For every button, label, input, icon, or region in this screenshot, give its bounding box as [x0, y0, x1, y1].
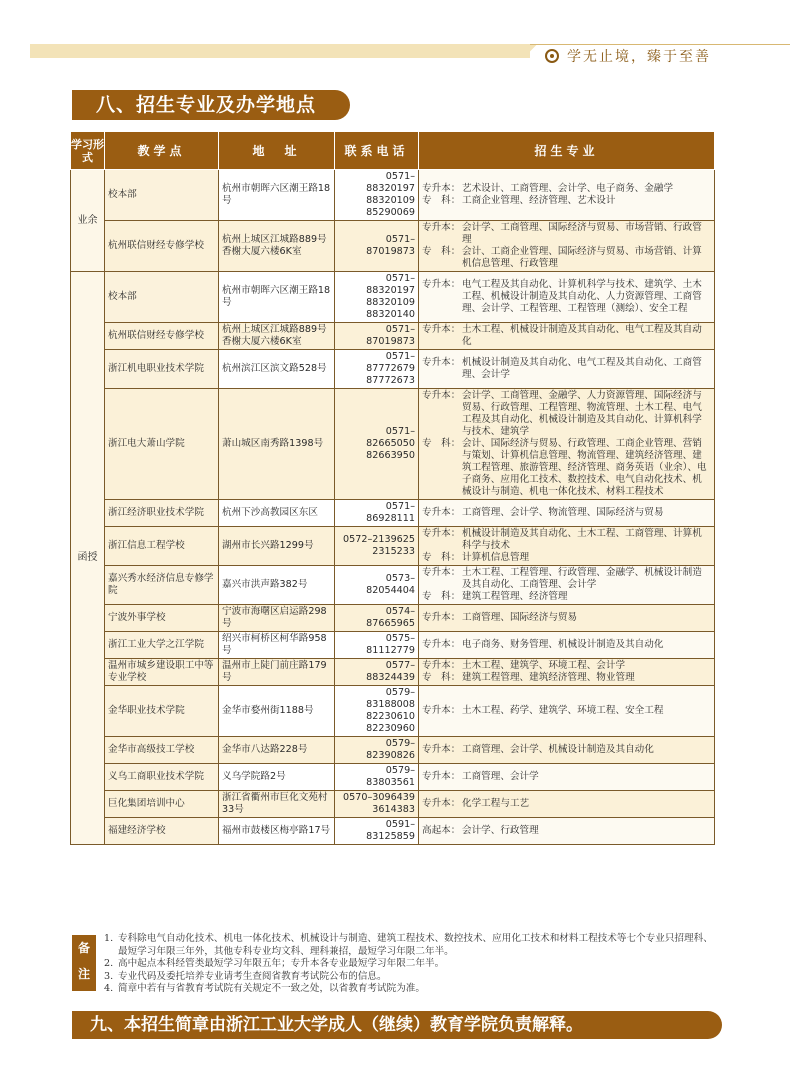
majors-cell	[419, 737, 715, 764]
target-icon	[545, 49, 559, 63]
header-line	[530, 44, 790, 45]
phone-cell: 0575–81112779	[335, 632, 419, 659]
major-line	[422, 357, 711, 381]
address-cell: 杭州市朝晖六区潮王路18号	[219, 170, 335, 221]
major-level-label: 专 科：	[422, 195, 461, 206]
phone-cell: 0573–82054404	[335, 566, 419, 605]
address-cell: 福州市鼓楼区梅亭路17号	[219, 818, 335, 845]
major-level-label: 专 科：	[422, 438, 461, 449]
address-cell: 杭州上城区江城路889号香榭大厦六楼6K室	[219, 323, 335, 350]
majors-cell	[419, 818, 715, 845]
major-line	[422, 222, 711, 246]
note-item	[104, 958, 716, 971]
table-row	[71, 170, 715, 221]
notes-section	[70, 931, 714, 1001]
major-list: 机械设计制造及其自动化、土木工程、工商管理、计算机科学与技术	[462, 528, 702, 551]
table-row	[71, 527, 715, 566]
note-number: 2.	[104, 958, 114, 969]
major-level-label: 专升本：	[422, 771, 461, 782]
major-level-label: 专升本：	[422, 567, 461, 578]
teaching-site-cell: 校本部	[105, 170, 219, 221]
major-level-label: 专升本：	[422, 744, 461, 755]
table-row	[71, 605, 715, 632]
note-item	[104, 983, 716, 996]
table-row	[71, 389, 715, 500]
major-line	[422, 771, 711, 783]
address-cell: 杭州下沙高教园区东区	[219, 500, 335, 527]
major-line	[422, 660, 711, 672]
note-text: 简章中若有与省教育考试院有关规定不一致之处，以省教育考试院为准。	[118, 983, 425, 994]
table-row	[71, 791, 715, 818]
major-list: 土木工程、工程管理、行政管理、金融学、机械设计制造及其自动化、工商管理、会计学	[462, 567, 702, 590]
major-list: 会计、工商企业管理、国际经济与贸易、市场营销、计算机信息管理、行政管理	[462, 246, 702, 269]
major-list: 会计、国际经济与贸易、行政管理、工商企业管理、营销与策划、计算机信息管理、物流管理、建筑经济管理、建筑工程管理、旅游管理、经济管理、商务英语（业余）、电子商务、应用化工技术、数控技术、电气自动化技术、机械设计与制造、机电一体化技术、材料工程技术	[462, 438, 707, 497]
major-line	[422, 798, 711, 810]
major-level-label: 专升本：	[422, 705, 461, 716]
majors-cell	[419, 221, 715, 272]
major-list: 工商管理、会计学、机械设计制造及其自动化	[462, 744, 654, 755]
enrollment-table	[70, 131, 715, 845]
header-majors: 招生专业	[419, 132, 715, 170]
header-stripe	[30, 44, 530, 58]
major-list: 工商管理、会计学、物流管理、国际经济与贸易	[462, 507, 664, 518]
major-list: 电气工程及其自动化、计算机科学与技术、建筑学、土木工程、机械设计制造及其自动化、人力资源管理、工商管理、会计学、工程管理、工程管理（测绘）、安全工程	[462, 279, 702, 314]
majors-cell	[419, 350, 715, 389]
page-top	[0, 0, 790, 40]
majors-cell	[419, 500, 715, 527]
table-row	[71, 737, 715, 764]
section-nine-title: 九、本招生简章由浙江工业大学成人（继续）教育学院负责解释。	[72, 1011, 722, 1039]
address-cell: 温州市上陡门前庄路179号	[219, 659, 335, 686]
header-phone: 联系电话	[335, 132, 419, 170]
phone-cell: 0577–88324439	[335, 659, 419, 686]
major-line	[422, 705, 711, 717]
major-line	[422, 825, 711, 837]
address-cell: 嘉兴市洪声路382号	[219, 566, 335, 605]
note-text: 高中起点本科经管类最短学习年限五年；专升本各专业最短学习年限二年半。	[118, 958, 445, 969]
majors-cell	[419, 605, 715, 632]
teaching-site-cell: 浙江机电职业技术学院	[105, 350, 219, 389]
teaching-site-cell: 杭州联信财经专修学校	[105, 323, 219, 350]
majors-cell	[419, 272, 715, 323]
notes-badge-char: 注	[77, 967, 90, 981]
header-study-form: 学习形式	[71, 132, 105, 170]
major-level-label: 专升本：	[422, 390, 461, 401]
phone-cell: 0571–88320197 88320109 85290069	[335, 170, 419, 221]
address-cell: 宁波市海曙区启运路298号	[219, 605, 335, 632]
table-row	[71, 350, 715, 389]
teaching-site-cell: 金华市高级技工学校	[105, 737, 219, 764]
table-row	[71, 221, 715, 272]
teaching-site-cell: 巨化集团培训中心	[105, 791, 219, 818]
major-level-label: 专升本：	[422, 798, 461, 809]
majors-cell	[419, 323, 715, 350]
teaching-site-cell: 浙江经济职业技术学院	[105, 500, 219, 527]
notes-badge-char: 备	[77, 941, 90, 955]
header-teaching-site: 教学点	[105, 132, 219, 170]
header-address: 地 址	[219, 132, 335, 170]
major-list: 土木工程、建筑学、环境工程、会计学	[462, 660, 626, 671]
address-cell: 金华市八达路228号	[219, 737, 335, 764]
phone-cell: 0579–82390826	[335, 737, 419, 764]
major-list: 会计学、行政管理	[462, 825, 539, 836]
notes-badge	[72, 935, 96, 991]
major-level-label: 专升本：	[422, 612, 461, 623]
major-level-label: 专升本：	[422, 324, 461, 335]
majors-cell	[419, 791, 715, 818]
phone-cell: 0572–2139625 2315233	[335, 527, 419, 566]
majors-cell	[419, 170, 715, 221]
major-level-label: 专升本：	[422, 357, 461, 368]
major-list: 电子商务、财务管理、机械设计制造及其自动化	[462, 639, 664, 650]
major-list: 计算机信息管理	[462, 552, 530, 563]
majors-cell	[419, 764, 715, 791]
study-form-cell: 函授	[71, 272, 105, 845]
table-row	[71, 272, 715, 323]
major-line	[422, 639, 711, 651]
phone-cell: 0571–87019873	[335, 221, 419, 272]
major-level-label: 专升本：	[422, 507, 461, 518]
major-line	[422, 390, 711, 438]
major-level-label: 专 科：	[422, 591, 461, 602]
majors-cell	[419, 527, 715, 566]
major-level-label: 专升本：	[422, 183, 461, 194]
majors-cell	[419, 389, 715, 500]
major-level-label: 专升本：	[422, 639, 461, 650]
major-level-label: 专 科：	[422, 246, 461, 257]
phone-cell: 0579–83188008 82230610 82230960	[335, 686, 419, 737]
major-list: 会计学、工商管理、金融学、人力资源管理、国际经济与贸易、行政管理、工程管理、物流管理、土木工程、电气工程及其自动化、机械设计制造及其自动化、计算机科学与技术、建筑学	[462, 390, 702, 437]
major-list: 机械设计制造及其自动化、电气工程及其自动化、工商管理、会计学	[462, 357, 702, 380]
major-line	[422, 279, 711, 315]
major-list: 建筑工程管理、经济管理	[462, 591, 568, 602]
notes-list	[104, 933, 716, 996]
address-cell: 义乌学院路2号	[219, 764, 335, 791]
table-row	[71, 764, 715, 791]
note-number: 1.	[104, 933, 114, 944]
table-row	[71, 686, 715, 737]
address-cell: 绍兴市柯桥区柯华路958号	[219, 632, 335, 659]
address-cell: 萧山城区南秀路1398号	[219, 389, 335, 500]
major-line	[422, 246, 711, 270]
major-list: 化学工程与工艺	[462, 798, 530, 809]
section-eight-title: 八、招生专业及办学地点	[72, 90, 350, 120]
teaching-site-cell: 浙江信息工程学校	[105, 527, 219, 566]
note-text: 专科除电气自动化技术、机电一体化技术、机械设计与制造、建筑工程技术、数控技术、应用化工技术和材料工程技术等七个专业只招理科、最短学习年限三年外，其他专科专业均文科、理科兼招，最短学习年限二年半。	[118, 933, 713, 957]
table-row	[71, 566, 715, 605]
major-line	[422, 438, 711, 498]
major-level-label: 专升本：	[422, 222, 461, 233]
teaching-site-cell: 温州市城乡建设职工中等专业学校	[105, 659, 219, 686]
phone-cell: 0571–87772679 87772673	[335, 350, 419, 389]
majors-cell	[419, 566, 715, 605]
study-form-cell: 业余	[71, 170, 105, 272]
major-list: 工商管理、国际经济与贸易	[462, 612, 578, 623]
teaching-site-cell: 浙江电大萧山学院	[105, 389, 219, 500]
phone-cell: 0574–87665965	[335, 605, 419, 632]
teaching-site-cell: 浙江工业大学之江学院	[105, 632, 219, 659]
teaching-site-cell: 杭州联信财经专修学校	[105, 221, 219, 272]
note-item	[104, 933, 716, 958]
table-row	[71, 659, 715, 686]
table-row	[71, 818, 715, 845]
major-line	[422, 195, 711, 207]
phone-cell: 0571–82665050 82663950	[335, 389, 419, 500]
phone-cell: 0570–3096439 3614383	[335, 791, 419, 818]
major-line	[422, 591, 711, 603]
major-line	[422, 744, 711, 756]
teaching-site-cell: 校本部	[105, 272, 219, 323]
address-cell: 杭州市朝晖六区潮王路18号	[219, 272, 335, 323]
major-level-label: 专 科：	[422, 552, 461, 563]
teaching-site-cell: 义乌工商职业技术学院	[105, 764, 219, 791]
table-row	[71, 632, 715, 659]
table-header-row	[71, 132, 715, 170]
teaching-site-cell: 金华职业技术学院	[105, 686, 219, 737]
major-level-label: 专升本：	[422, 279, 461, 290]
phone-cell: 0579–83803561	[335, 764, 419, 791]
major-level-label: 专升本：	[422, 660, 461, 671]
majors-cell	[419, 686, 715, 737]
address-cell: 金华市婺州街1188号	[219, 686, 335, 737]
major-list: 工商管理、会计学	[462, 771, 539, 782]
address-cell: 杭州上城区江城路889号香榭大厦六楼6K室	[219, 221, 335, 272]
major-list: 工商企业管理、经济管理、艺术设计	[462, 195, 616, 206]
phone-cell: 0571–88320197 88320109 88320140	[335, 272, 419, 323]
major-list: 建筑工程管理、建筑经济管理、物业管理	[462, 672, 635, 683]
address-cell: 湖州市长兴路1299号	[219, 527, 335, 566]
major-line	[422, 672, 711, 684]
note-number: 4.	[104, 983, 114, 994]
teaching-site-cell: 嘉兴秀水经济信息专修学院	[105, 566, 219, 605]
major-list: 会计学、工商管理、国际经济与贸易、市场营销、行政管理	[462, 222, 702, 245]
major-line	[422, 528, 711, 552]
table-body	[71, 170, 715, 845]
major-line	[422, 612, 711, 624]
major-list: 土木工程、药学、建筑学、环境工程、安全工程	[462, 705, 664, 716]
majors-cell	[419, 632, 715, 659]
major-line	[422, 552, 711, 564]
major-line	[422, 507, 711, 519]
note-item	[104, 971, 716, 984]
teaching-site-cell: 福建经济学校	[105, 818, 219, 845]
phone-cell: 0571–86928111	[335, 500, 419, 527]
address-cell: 浙江省衢州市巨化文苑村33号	[219, 791, 335, 818]
major-level-label: 高起本：	[422, 825, 461, 836]
phone-cell: 0591–83125859	[335, 818, 419, 845]
teaching-site-cell: 宁波外事学校	[105, 605, 219, 632]
major-line	[422, 183, 711, 195]
phone-cell: 0571–87019873	[335, 323, 419, 350]
major-list: 土木工程、机械设计制造及其自动化、电气工程及其自动化	[462, 324, 702, 347]
table-row	[71, 323, 715, 350]
note-text: 专业代码及委托培养专业请考生查阅省教育考试院公布的信息。	[118, 970, 387, 982]
majors-cell	[419, 659, 715, 686]
major-level-label: 专升本：	[422, 528, 461, 539]
major-line	[422, 324, 711, 348]
major-level-label: 专 科：	[422, 672, 461, 683]
header-motto	[545, 46, 711, 66]
table-row	[71, 500, 715, 527]
address-cell: 杭州滨江区滨文路528号	[219, 350, 335, 389]
major-line	[422, 567, 711, 591]
note-number: 3.	[104, 970, 114, 982]
major-list: 艺术设计、工商管理、会计学、电子商务、金融学	[462, 183, 674, 194]
motto-text: 学无止境，臻于至善	[567, 49, 711, 65]
